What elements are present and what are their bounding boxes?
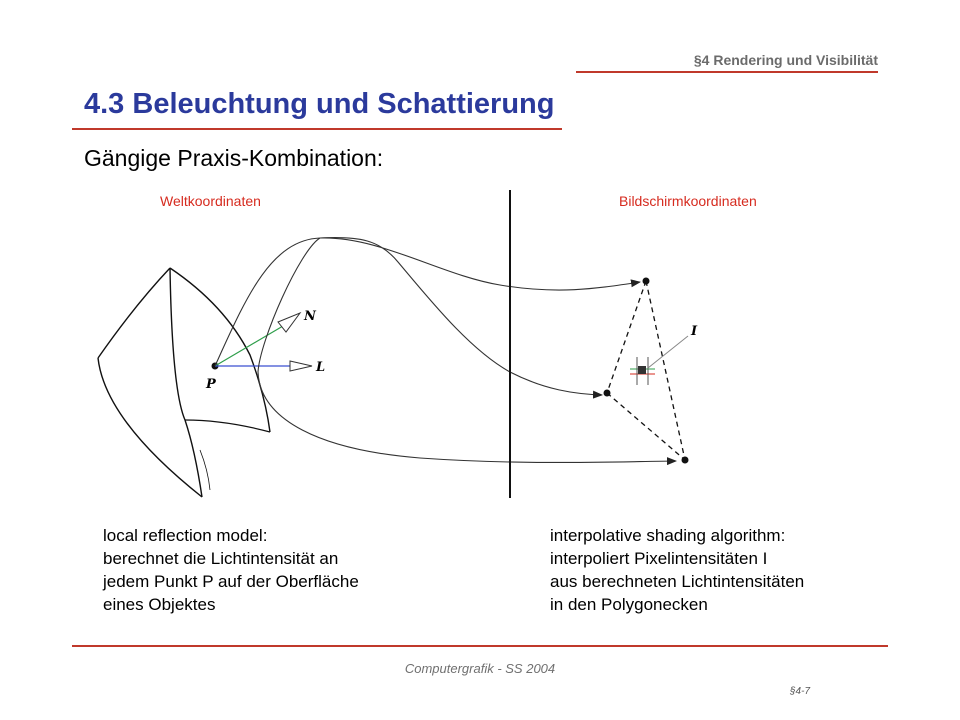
world-coordinates-label: Weltkoordinaten <box>160 193 261 209</box>
light-label: L <box>316 360 326 375</box>
page-number: §4-7 <box>790 686 811 697</box>
right-line-4: in den Polygonecken <box>550 595 708 614</box>
left-line-4: eines Objektes <box>103 595 216 614</box>
vertex-top <box>643 278 650 285</box>
chapter-label: §4 Rendering und Visibilität <box>693 52 878 68</box>
footer-rule <box>72 645 888 647</box>
slide-subtitle: Gängige Praxis-Kombination: <box>84 145 384 171</box>
vertex-bottom <box>682 457 689 464</box>
light-arrowhead <box>290 361 312 371</box>
footer-course: Computergrafik - SS 2004 <box>404 661 556 676</box>
point-label: P <box>206 377 216 392</box>
intensity-label: I <box>691 324 698 339</box>
right-description <box>550 524 804 616</box>
normal-vector <box>215 326 283 366</box>
normal-label: N <box>304 309 316 324</box>
right-line-1: interpolative shading algorithm: <box>550 526 786 545</box>
left-line-1: local reflection model: <box>103 526 268 545</box>
vertex-left <box>604 390 611 397</box>
right-line-3: aus berechneten Lichtintensitäten <box>550 572 805 591</box>
mapping-curves <box>215 238 676 463</box>
surface-patch <box>98 268 270 497</box>
left-line-3: jedem Punkt P auf der Oberfläche <box>103 572 359 591</box>
right-line-2: interpoliert Pixelintensitäten I <box>550 549 768 568</box>
screen-coordinates-label: Bildschirmkoordinaten <box>619 193 757 209</box>
normal-arrowhead <box>278 313 300 332</box>
pixel-marker <box>630 357 655 385</box>
left-line-2: berechnet die Lichtintensität an <box>103 549 339 568</box>
slide-title: 4.3 Beleuchtung und Schattierung <box>84 88 555 120</box>
left-description <box>103 524 359 616</box>
intensity-pointer <box>648 336 688 368</box>
